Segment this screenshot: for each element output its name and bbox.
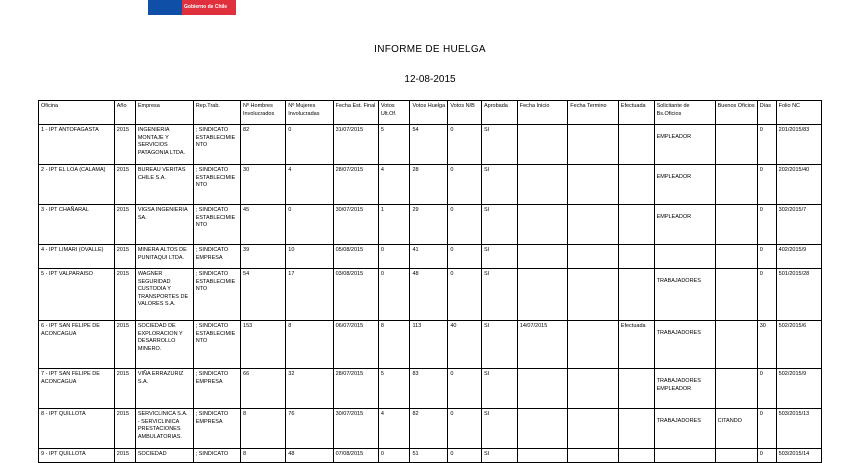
table-cell: TRABAJADORES [654, 321, 715, 369]
table-cell: 0 [448, 369, 482, 409]
table-cell: 4 [286, 165, 333, 205]
table-cell: ; SINDICATO ESTABLECIMIENTO [193, 125, 240, 165]
column-header: Votos N/B [448, 101, 482, 125]
table-cell: 2015 [114, 321, 135, 369]
table-cell: WAGNER SEGURIDAD CUSTODIA Y TRANSPORTES DE VALORES S.A. [135, 269, 193, 321]
table-cell: 83 [410, 369, 448, 409]
column-header: Días [757, 101, 776, 125]
table-cell: 2015 [114, 125, 135, 165]
table-cell [517, 409, 568, 449]
table-cell: 0 [448, 269, 482, 321]
column-header: Fecha Est. Final [333, 101, 378, 125]
table-cell [715, 269, 757, 321]
table-cell: 0 [378, 449, 410, 463]
table-cell [517, 245, 568, 269]
table-cell: 32 [286, 369, 333, 409]
table-cell: 8 [241, 409, 286, 449]
table-cell [568, 409, 619, 449]
table-cell: ; SINDICATO ESTABLECIMIENTO [193, 165, 240, 205]
table-cell: 30 [241, 165, 286, 205]
logo-text: Gobierno de Chile [184, 4, 228, 10]
table-cell [568, 449, 619, 463]
table-cell: 82 [241, 125, 286, 165]
table-cell: 48 [286, 449, 333, 463]
table-cell: 7 - IPT SAN FELIPE DE ACONCAGUA [39, 369, 115, 409]
table-cell: 17 [286, 269, 333, 321]
table-cell: VIGSA INGENIERIA SA. [135, 205, 193, 245]
table-cell: MINERA ALTOS DE PUNITAQUI LTDA. [135, 245, 193, 269]
report-title: INFORME DE HUELGA [374, 44, 486, 55]
table-cell: SI [481, 125, 517, 165]
table-cell: SI [481, 369, 517, 409]
table-cell: 2015 [114, 269, 135, 321]
table-cell [568, 205, 619, 245]
table-cell: ; SINDICATO ESTABLECIMIENTO [193, 205, 240, 245]
table-cell: CITANDO [715, 409, 757, 449]
table-cell: 503/2015/14 [776, 449, 821, 463]
table-row [39, 409, 822, 449]
column-header: Folio NC [776, 101, 821, 125]
table-cell [568, 165, 619, 205]
table-cell: 302/2015/7 [776, 205, 821, 245]
table-cell: EMPLEADOR [654, 125, 715, 165]
table-row [39, 245, 822, 269]
table-cell: INGENIERIA MONTAJE Y SERVICIOS PATAGONIA LTDA. [135, 125, 193, 165]
table-cell: 502/2015/6 [776, 321, 821, 369]
table-cell [568, 245, 619, 269]
table-cell: 30/07/2015 [333, 409, 378, 449]
column-header: Fecha Termino [568, 101, 619, 125]
table-cell [618, 269, 654, 321]
table-cell: 0 [448, 449, 482, 463]
table-cell [715, 245, 757, 269]
table-cell: 45 [241, 205, 286, 245]
table-cell: 2 - IPT EL LOA (CALAMA) [39, 165, 115, 205]
table-row [39, 449, 822, 463]
table-cell: 113 [410, 321, 448, 369]
table-cell: 29 [410, 205, 448, 245]
table-cell: 0 [757, 165, 776, 205]
table-cell: 501/2015/28 [776, 269, 821, 321]
table-cell [715, 369, 757, 409]
table-cell: Efectuada [618, 321, 654, 369]
table-cell: 202/2015/40 [776, 165, 821, 205]
table-cell [618, 165, 654, 205]
table-cell: 402/2015/9 [776, 245, 821, 269]
column-header: Rep.Trab. [193, 101, 240, 125]
table-cell: BUREAU VERITAS CHILE S.A. [135, 165, 193, 205]
table-cell: 4 [378, 165, 410, 205]
table-cell [715, 321, 757, 369]
table-cell: ; SINDICATO EMPRESA [193, 409, 240, 449]
table-row [39, 125, 822, 165]
table-cell: 28/07/2015 [333, 369, 378, 409]
table-cell: 4 - IPT LIMARI (OVALLE) [39, 245, 115, 269]
table-cell: SI [481, 205, 517, 245]
table-row [39, 369, 822, 409]
column-header: Nº Hombres Involucrados [241, 101, 286, 125]
table-cell [517, 165, 568, 205]
government-logo [148, 0, 236, 15]
table-cell: 14/07/2015 [517, 321, 568, 369]
table-cell: 9 - IPT QUILLOTA [39, 449, 115, 463]
table-cell: SOCIEDAD [135, 449, 193, 463]
table-cell: 0 [757, 125, 776, 165]
table-cell: 153 [241, 321, 286, 369]
table-cell: 82 [410, 409, 448, 449]
table-cell [654, 449, 715, 463]
table-cell: 201/2015/83 [776, 125, 821, 165]
table-cell: SI [481, 269, 517, 321]
table-cell: SI [481, 321, 517, 369]
table-cell: SI [481, 165, 517, 205]
table-cell: 8 [241, 449, 286, 463]
table-cell: EMPLEADOR [654, 165, 715, 205]
table-cell: VIÑA ERRAZURIZ S.A. [135, 369, 193, 409]
table-cell: 0 [757, 205, 776, 245]
table-cell: 76 [286, 409, 333, 449]
table-cell: 8 [286, 321, 333, 369]
table-cell [568, 369, 619, 409]
table-row [39, 165, 822, 205]
table-cell: 28/07/2015 [333, 165, 378, 205]
table-cell [715, 449, 757, 463]
table-cell: 5 [378, 125, 410, 165]
table-cell: 30/07/2015 [333, 205, 378, 245]
table-cell: 4 [378, 409, 410, 449]
table-cell: ; SINDICATO ESTABLECIMIENTO [193, 269, 240, 321]
column-header: Votos Ult.Of. [378, 101, 410, 125]
table-cell: 0 [448, 205, 482, 245]
table-cell: 0 [757, 409, 776, 449]
table-cell [568, 269, 619, 321]
table-cell: 48 [410, 269, 448, 321]
table-cell: 31/07/2015 [333, 125, 378, 165]
table-cell: 0 [286, 205, 333, 245]
table-cell: ; SINDICATO ESTABLECIMIENTO [193, 321, 240, 369]
table-cell: ; SINDICATO EMPRESA [193, 245, 240, 269]
table-cell: 5 - IPT VALPARAISO [39, 269, 115, 321]
column-header: Nº Mujeres Involucradas [286, 101, 333, 125]
table-cell: 1 - IPT ANTOFAGASTA [39, 125, 115, 165]
column-header: Fecha Inicio [517, 101, 568, 125]
table-cell: 66 [241, 369, 286, 409]
table-cell: 0 [448, 125, 482, 165]
table-cell: 0 [448, 245, 482, 269]
table-cell: 10 [286, 245, 333, 269]
table-cell: 39 [241, 245, 286, 269]
table-cell [618, 409, 654, 449]
strike-report-table [38, 100, 822, 463]
table-cell [618, 245, 654, 269]
column-header: Buenos Oficios [715, 101, 757, 125]
table-cell: TRABAJADORES EMPLEADOR [654, 369, 715, 409]
table-cell: 03/08/2015 [333, 269, 378, 321]
table-cell: ; SINDICATO EMPRESA [193, 369, 240, 409]
table-cell [715, 205, 757, 245]
table-cell: TRABAJADORES [654, 269, 715, 321]
table-cell: 0 [378, 269, 410, 321]
table-cell: 28 [410, 165, 448, 205]
table-cell [517, 205, 568, 245]
table-cell: 2015 [114, 369, 135, 409]
table-cell: 0 [448, 165, 482, 205]
table-cell: ; SINDICATO [193, 449, 240, 463]
table-cell [568, 321, 619, 369]
table-cell: 0 [757, 245, 776, 269]
table-cell: 502/2015/9 [776, 369, 821, 409]
table-header-row [39, 101, 822, 125]
table-cell: SERVICLINICA S.A. - SERVICLINICA PRESTACIONES AMBULATORIAS. [135, 409, 193, 449]
table-row [39, 269, 822, 321]
table-cell: 30 [757, 321, 776, 369]
table-cell [517, 369, 568, 409]
table-cell [715, 165, 757, 205]
logo-blue-block [148, 0, 182, 15]
table-cell: 54 [241, 269, 286, 321]
table-cell: EMPLEADOR [654, 205, 715, 245]
table-cell: TRABAJADORES [654, 409, 715, 449]
table-cell: 0 [757, 449, 776, 463]
table-cell: 06/07/2015 [333, 321, 378, 369]
table-cell: 2015 [114, 409, 135, 449]
table-cell: 2015 [114, 165, 135, 205]
table-cell: 5 [378, 369, 410, 409]
table-row [39, 321, 822, 369]
table-cell: 41 [410, 245, 448, 269]
table-cell [568, 125, 619, 165]
table-cell [618, 449, 654, 463]
table-cell [517, 449, 568, 463]
table-cell [517, 125, 568, 165]
table-cell: 6 - IPT SAN FELIPE DE ACONCAGUA [39, 321, 115, 369]
column-header: Año [114, 101, 135, 125]
table-cell: 05/08/2015 [333, 245, 378, 269]
table-cell: 0 [757, 369, 776, 409]
column-header: Empresa [135, 101, 193, 125]
table-cell: 40 [448, 321, 482, 369]
table-cell: 2015 [114, 245, 135, 269]
table-cell: 0 [448, 409, 482, 449]
table-cell: 0 [378, 245, 410, 269]
table-cell: 2015 [114, 205, 135, 245]
table-cell [654, 245, 715, 269]
column-header: Votos Huelga [410, 101, 448, 125]
table-row [39, 205, 822, 245]
table-cell: 8 - IPT QUILLOTA [39, 409, 115, 449]
table-cell: 0 [286, 125, 333, 165]
table-cell: 54 [410, 125, 448, 165]
table-cell [618, 369, 654, 409]
table-cell: 2015 [114, 449, 135, 463]
table-cell: 51 [410, 449, 448, 463]
table-cell: 8 [378, 321, 410, 369]
table-cell: 503/2015/13 [776, 409, 821, 449]
column-header: Aprobada [481, 101, 517, 125]
table-cell [618, 125, 654, 165]
table-cell: SI [481, 449, 517, 463]
report-date: 12-08-2015 [404, 74, 456, 85]
table-cell: 07/08/2015 [333, 449, 378, 463]
column-header: Solicitante de Bs.Oficios [654, 101, 715, 125]
table-cell: 1 [378, 205, 410, 245]
table-cell: SI [481, 245, 517, 269]
column-header: Efectuada [618, 101, 654, 125]
table-cell: SI [481, 409, 517, 449]
table-cell [517, 269, 568, 321]
table-cell [618, 205, 654, 245]
table-cell: SOCIEDAD DE EXPLORACION Y DESARROLLO MINERO. [135, 321, 193, 369]
column-header: Oficina [39, 101, 115, 125]
table-cell [715, 125, 757, 165]
table-cell: 0 [757, 269, 776, 321]
table-cell: 3 - IPT CHAÑARAL [39, 205, 115, 245]
